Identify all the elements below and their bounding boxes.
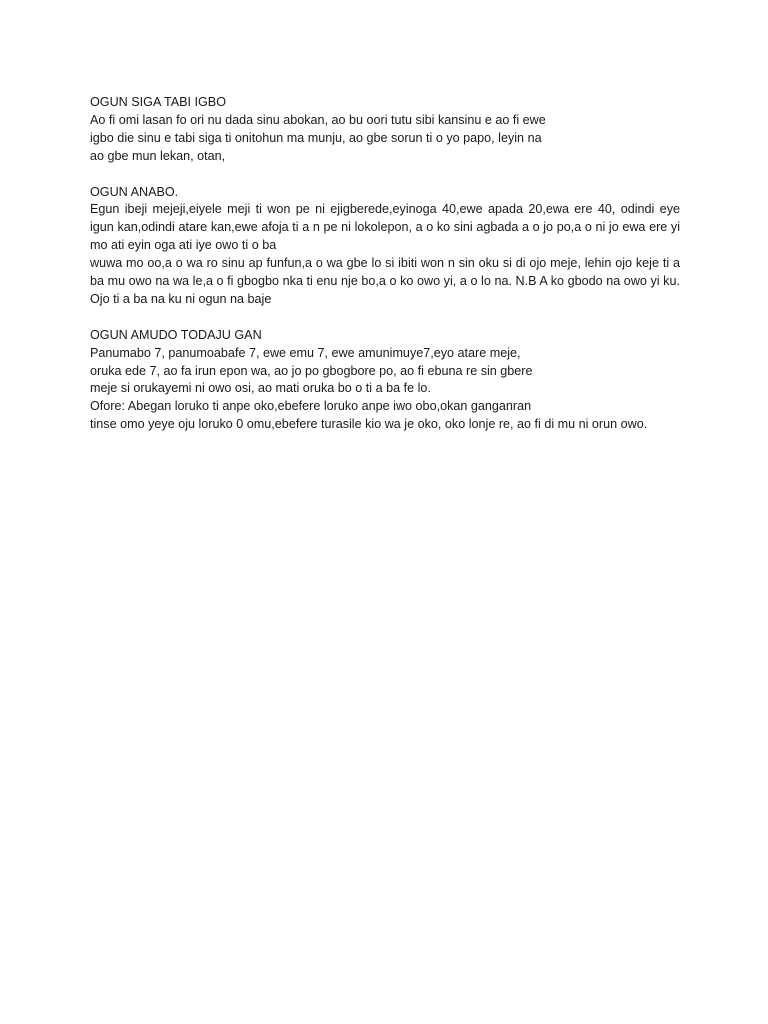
body-line: mo ati eyin oga ati iye owo ti o ba xyxy=(90,238,277,253)
section-ogun-amudo xyxy=(90,327,680,434)
body-line: Egun ibeji mejeji,eiyele meji ti won pe ni ejigberede,eyinoga 40,ewe apada 20,ewa ere 40, odindi eye xyxy=(90,202,680,217)
body-line: oruka ede 7, ao fa irun epon wa, ao jo po gbogbore po, ao fi ebuna re sin gbere xyxy=(90,363,533,378)
document-page xyxy=(90,94,680,452)
body-line: igun kan,odindi atare kan,ewe afoja ti a n pe ni lokolepon, a o ko sini agbada a o jo po,a o ni jo ewa ere yi xyxy=(90,220,680,235)
body-line: Panumabo 7, panumoabafe 7, ewe emu 7, ewe amunimuye7,eyo atare meje, xyxy=(90,345,521,360)
body-line: meje si orukayemi ni owo osi, ao mati oruka bo o ti a ba fe lo. xyxy=(90,381,431,396)
section-heading: OGUN SIGA TABI IGBO xyxy=(90,95,226,109)
body-line: Ao fi omi lasan fo ori nu dada sinu abokan, ao bu oori tutu sibi kansinu e ao fi ewe xyxy=(90,112,546,127)
body-line: tinse omo yeye oju loruko 0 omu,ebefere turasile kio wa je oko, oko lonje re, ao fi di mu ni orun owo. xyxy=(90,417,648,432)
body-line: Ojo ti a ba na ku ni ogun na baje xyxy=(90,291,272,306)
body-line: ao gbe mun lekan, otan, xyxy=(90,148,226,163)
body-line: igbo die sinu e tabi siga ti onitohun ma munju, ao gbe sorun ti o yo papo, leyin na xyxy=(90,130,542,145)
section-ogun-anabo xyxy=(90,184,680,309)
body-line: wuwa mo oo,a o wa ro sinu ap funfun,a o wa gbe lo si ibiti won n sin oku si di ojo meje, lehin ojo keje ti a xyxy=(90,256,680,271)
body-line: Ofore: Abegan loruko ti anpe oko,ebefere loruko anpe iwo obo,okan ganganran xyxy=(90,399,532,414)
section-heading: OGUN ANABO. xyxy=(90,184,179,199)
section-ogun-siga xyxy=(90,94,680,166)
body-line: ba mu owo na wa le,a o fi gbogbo nka ti enu nje bo,a o ko owo yi, a o lo na. N.B A ko gbodo na owo yi ku. xyxy=(90,274,680,289)
section-heading: OGUN AMUDO TODAJU GAN xyxy=(90,327,262,342)
